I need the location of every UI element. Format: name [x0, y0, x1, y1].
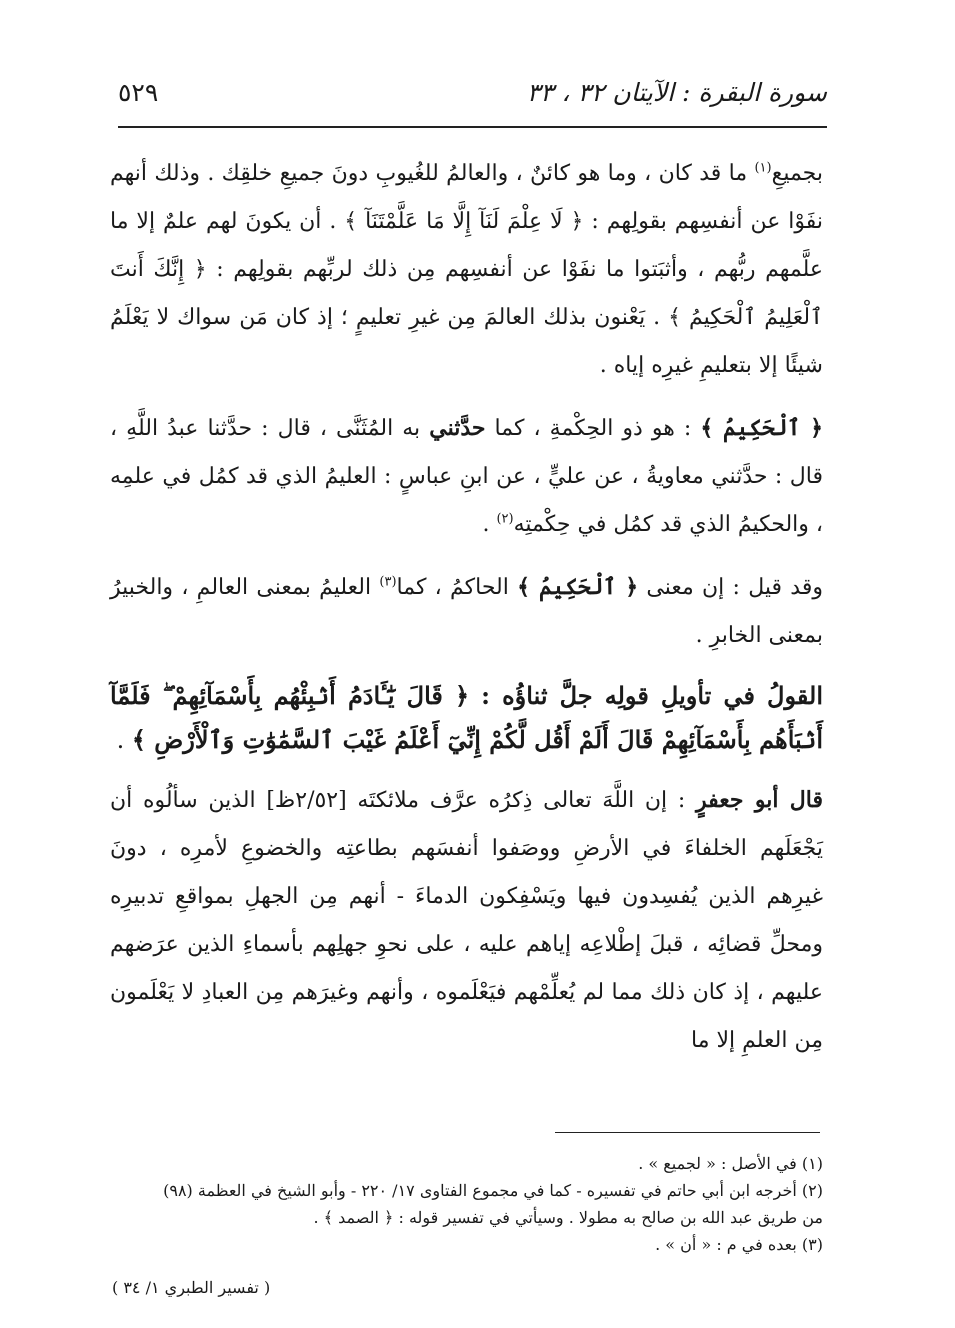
p5-text: : إن اللَّهَ تعالى ذِكرُه عرَّف ملائكتَه [٢/٥٢ظ] الذين سألُوه أن يَجْعَلَهم الخلفاءَ في الأرضِ ووصَفوا أنفسَهم بطاعتِه والخضوعِ لأمرِه ، دونَ غيرِهم الذين يُفسِدون فيها ويَسْفِكون الدماءَ - أنهم مِن الجهلِ بمواقعِ تدبيرِه ومحلِّ قضائِه ، قبلَ إطْلاعِه إياهم عليه ، على نحوِ جهلِهم بأسماءِ الذين عرَضهم عليهم ، إذ كان ذلك مما لم يُعلِّمْهم فيَعْلَموه ، وأنهم وغيرَهم مِن العبادِ لا يَعْلَمون مِن العلمِ إلا ما — [110, 788, 823, 1053]
p3-text-c: العليمُ بمعنى العالمِ ، والخبيرُ بمعنى الخابرِ . — [110, 575, 823, 648]
footnotes — [110, 1150, 823, 1258]
p4-end: . — [116, 726, 132, 754]
running-header — [118, 70, 827, 114]
footnote-rule — [555, 1132, 820, 1133]
p3-quran: ﴿ ٱلْحَكِيمُ ﴾ — [517, 574, 639, 600]
p4-lead: القولُ في تأويلِ قولِه جلَّ ثناؤُه : — [481, 681, 823, 710]
p3-text-b: الحاكمُ ، كما — [396, 575, 518, 600]
footnote-1: (١) في الأصل : « لجميع » . — [638, 1154, 823, 1173]
p1-text: ما قد كان ، وما هو كائنٌ ، والعالمُ للغُيوبِ دونَ جميعِ خلقِك . وذلك أنهم نفَوْا عن أنفسِهم بقولِهم : ﴿ لَا عِلْمَ لَنَآ إِلَّا مَا عَلَّمْتَنَآ ﴾ . أن يكونَ لهم علمٌ إلا ما علَّمهم ربُّهم ، وأثبَتوا ما نفَوْا عن أنفسِهم مِن ذلك لربِّهم بقولِهم : ﴿ إِنَّكَ أَنتَ ٱلْعَلِيمُ ٱلْحَكِيمُ ﴾ . يَعْنون بذلك العالمَ مِن غيرِ تعليمٍ ؛ إذ كان مَن سواك لا يَعْلَمُ شيئًا إلا بتعليمِ غيرِه إياه . — [110, 161, 823, 378]
p2-text-a: : هو ذو الحِكْمةِ ، كما — [485, 416, 701, 441]
p2-end: . — [482, 512, 497, 537]
p4-quran: ﴿ قَالَ يَٰٓـَٔادَمُ أَنۢبِئْهُم بِأَسْمَآئِهِمْ ۖ فَلَمَّآ أَنۢبَأَهُم بِأَسْمَآئِهِمْ قَالَ أَلَمْ أَقُل لَّكُمْ إِنِّيٓ أَعْلَمُ غَيْبَ ٱلسَّمَٰوَٰتِ وَٱلْأَرْضِ ﴾ — [110, 681, 823, 754]
p1-before: بجميعِ — [771, 161, 823, 186]
header-title: سورة البقرة : الآيتان ٣٢ ، ٣٣ — [526, 77, 827, 107]
p3-text-a: وقد قيل : إن معنى — [638, 575, 823, 600]
paragraph-4 — [110, 674, 823, 762]
footnote-2: (٢) أخرجه ابن أبي حاتم في تفسيره - كما في مجموع الفتاوى ١٧/ ٢٢٠ - وأبو الشيخ في العظمة (٩٨) — [163, 1181, 823, 1200]
page-number: ٥٢٩ — [118, 77, 159, 107]
volume-page-reference: ( تفسير الطبري ١/ ٣٤ ) — [112, 1278, 271, 1297]
p2-text-b: به المُثَنَّى ، قال : حدَّثنا عبدُ اللَّهِ ، قال : حدَّثني معاويةُ ، عن عليٍّ ، عن ابنِ عباسٍ : العليمُ الذي قد كمُل في علمِه ، والحكيمُ الذي قد كمُل في حِكْمتِه — [110, 416, 823, 537]
paragraph-2 — [110, 404, 823, 549]
footnote-ref-2: (٢) — [496, 511, 514, 527]
footnote-3: (٣) بعده في م : « أن » . — [655, 1235, 823, 1254]
paragraph-5 — [110, 776, 823, 1065]
p2-quran: ﴿ ٱلْحَكِيمُ ﴾ — [700, 415, 823, 441]
p5-lead: قال أبو جعفرٍ — [695, 787, 823, 813]
p2-bold: حدَّثني — [429, 415, 486, 441]
footnote-ref-3: (٣) — [379, 574, 397, 590]
paragraph-1 — [110, 150, 823, 390]
paragraph-3 — [110, 563, 823, 660]
footnote-ref-1: (١) — [754, 160, 772, 176]
footnote-2-continued: من طريق عبد الله بن صالح به مطولا . وسيأتي في تفسير قوله : ﴿ الصمد ﴾ . — [313, 1208, 823, 1227]
body-text — [110, 150, 823, 1079]
header-rule — [118, 126, 827, 128]
